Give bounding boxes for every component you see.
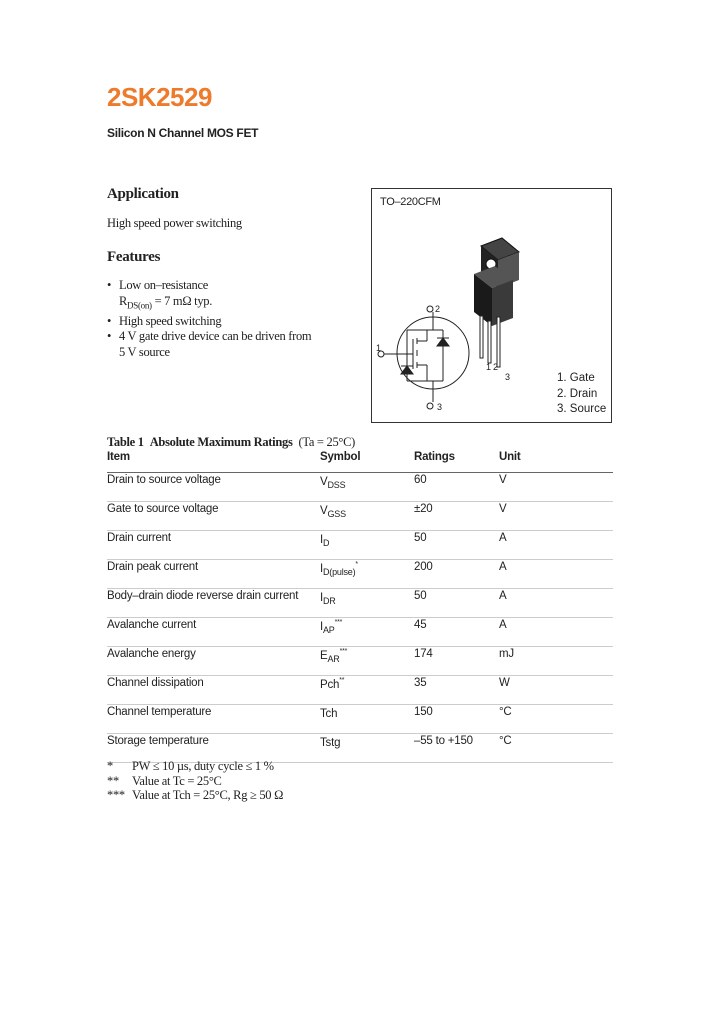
cell-rating: 50 [414, 532, 427, 544]
feature-item: • 4 V gate drive device can be driven from [107, 329, 312, 343]
features-list [107, 278, 337, 360]
table-row [107, 647, 613, 676]
cell-item: Storage temperature [107, 735, 209, 747]
cell-symbol: $E_{AR}^{***}$ [320, 648, 348, 664]
cell-rating: ±20 [414, 503, 433, 515]
cell-unit: A [499, 561, 507, 573]
table-row [107, 705, 613, 734]
schematic-pin-1: 1 [376, 343, 382, 353]
cell-item: Channel temperature [107, 706, 212, 718]
footnotes [107, 759, 283, 803]
cell-symbol: Tch [320, 708, 338, 720]
device-subtitle: Silicon N Channel MOS FET [107, 126, 259, 140]
cell-unit: W [499, 677, 510, 689]
application-text: High speed power switching [107, 216, 242, 230]
table-row [107, 502, 613, 531]
feature-rds-line: $R_{DS(on)} = 7$ mΩ typ. [119, 293, 213, 310]
footnote: ** Value at Tc = 25°C [107, 773, 222, 788]
header-ratings: Ratings [414, 451, 455, 463]
cell-item: Drain to source voltage [107, 474, 221, 486]
pin-source: 3. Source [557, 403, 607, 415]
pin-number-1: 1 [486, 362, 492, 372]
cell-symbol: $I_{AP}^{***}$ [320, 619, 343, 635]
table-row [107, 560, 613, 589]
cell-unit: A [499, 619, 507, 631]
table-row [107, 618, 613, 647]
cell-item: Drain current [107, 532, 171, 544]
table-row [107, 589, 613, 618]
table-row [107, 531, 613, 560]
cell-symbol: $I_{D(pulse)}^*$ [320, 561, 358, 577]
cell-unit: V [499, 474, 507, 486]
cell-symbol: $V_{GSS}$ [320, 505, 346, 519]
header-unit: Unit [499, 451, 521, 463]
cell-item: Avalanche current [107, 619, 197, 631]
table-condition: (Ta = 25°C) [298, 435, 355, 449]
cell-rating: 50 [414, 590, 427, 602]
cell-item: Channel dissipation [107, 677, 204, 689]
pin-number-2: 2 [493, 362, 499, 372]
mosfet-schematic-symbol [378, 306, 469, 409]
pin-gate: 1. Gate [557, 372, 595, 384]
feature-item: • High speed switching [107, 313, 222, 328]
cell-symbol: $I_{DR}$ [320, 592, 336, 606]
cell-item: Drain peak current [107, 561, 198, 573]
cell-rating: 174 [414, 648, 433, 660]
cell-rating: 45 [414, 619, 427, 631]
cell-item: Avalanche energy [107, 648, 196, 660]
table-row [107, 473, 613, 502]
feature-item: • Low on–resistance [107, 278, 208, 292]
cell-symbol: Tstg [320, 737, 341, 749]
footnote: * PW ≤ 10 µs, duty cycle ≤ 1 % [107, 759, 274, 773]
pin-list [557, 371, 606, 418]
feature-continuation: 5 V source [119, 344, 170, 359]
cell-rating: 35 [414, 677, 427, 689]
cell-rating: 200 [414, 561, 433, 573]
package-name: TO–220CFM [380, 196, 441, 208]
table-label: Table 1 [107, 435, 144, 449]
schematic-pin-2: 2 [435, 304, 441, 314]
ratings-table [107, 450, 613, 763]
bullet: • [107, 313, 112, 328]
features-heading: Features [107, 249, 161, 265]
cell-symbol: $V_{DSS}$ [320, 476, 346, 490]
table-caption [107, 435, 355, 450]
cell-unit: A [499, 532, 507, 544]
application-heading: Application [107, 186, 179, 202]
cell-item: Gate to source voltage [107, 503, 219, 515]
cell-symbol: $I_D$ [320, 534, 330, 548]
cell-rating: 150 [414, 706, 433, 718]
cell-unit: A [499, 590, 507, 602]
header-symbol: Symbol [320, 451, 361, 463]
cell-unit: V [499, 503, 507, 515]
cell-item: Body–drain diode reverse drain current [107, 590, 299, 602]
cell-unit: °C [499, 706, 512, 718]
header-item: Item [107, 451, 130, 463]
table-header-row [107, 450, 613, 473]
part-number-title: 2SK2529 [107, 82, 212, 112]
bullet: • [107, 278, 112, 292]
pin-drain: 2. Drain [557, 387, 598, 400]
cell-unit: mJ [499, 648, 514, 660]
table-title: Absolute Maximum Ratings [149, 435, 293, 449]
cell-rating: –55 to +150 [414, 735, 473, 747]
table-row [107, 676, 613, 705]
to220-package-drawing [474, 238, 519, 367]
bullet: • [107, 329, 112, 343]
cell-rating: 60 [414, 474, 427, 486]
cell-symbol: Pch** [320, 677, 345, 691]
footnote: *** Value at Tch = 25°C, Rg ≥ 50 Ω [107, 788, 284, 802]
pin-number-3: 3 [505, 372, 511, 382]
cell-unit: °C [499, 735, 512, 747]
schematic-pin-3: 3 [437, 402, 443, 412]
